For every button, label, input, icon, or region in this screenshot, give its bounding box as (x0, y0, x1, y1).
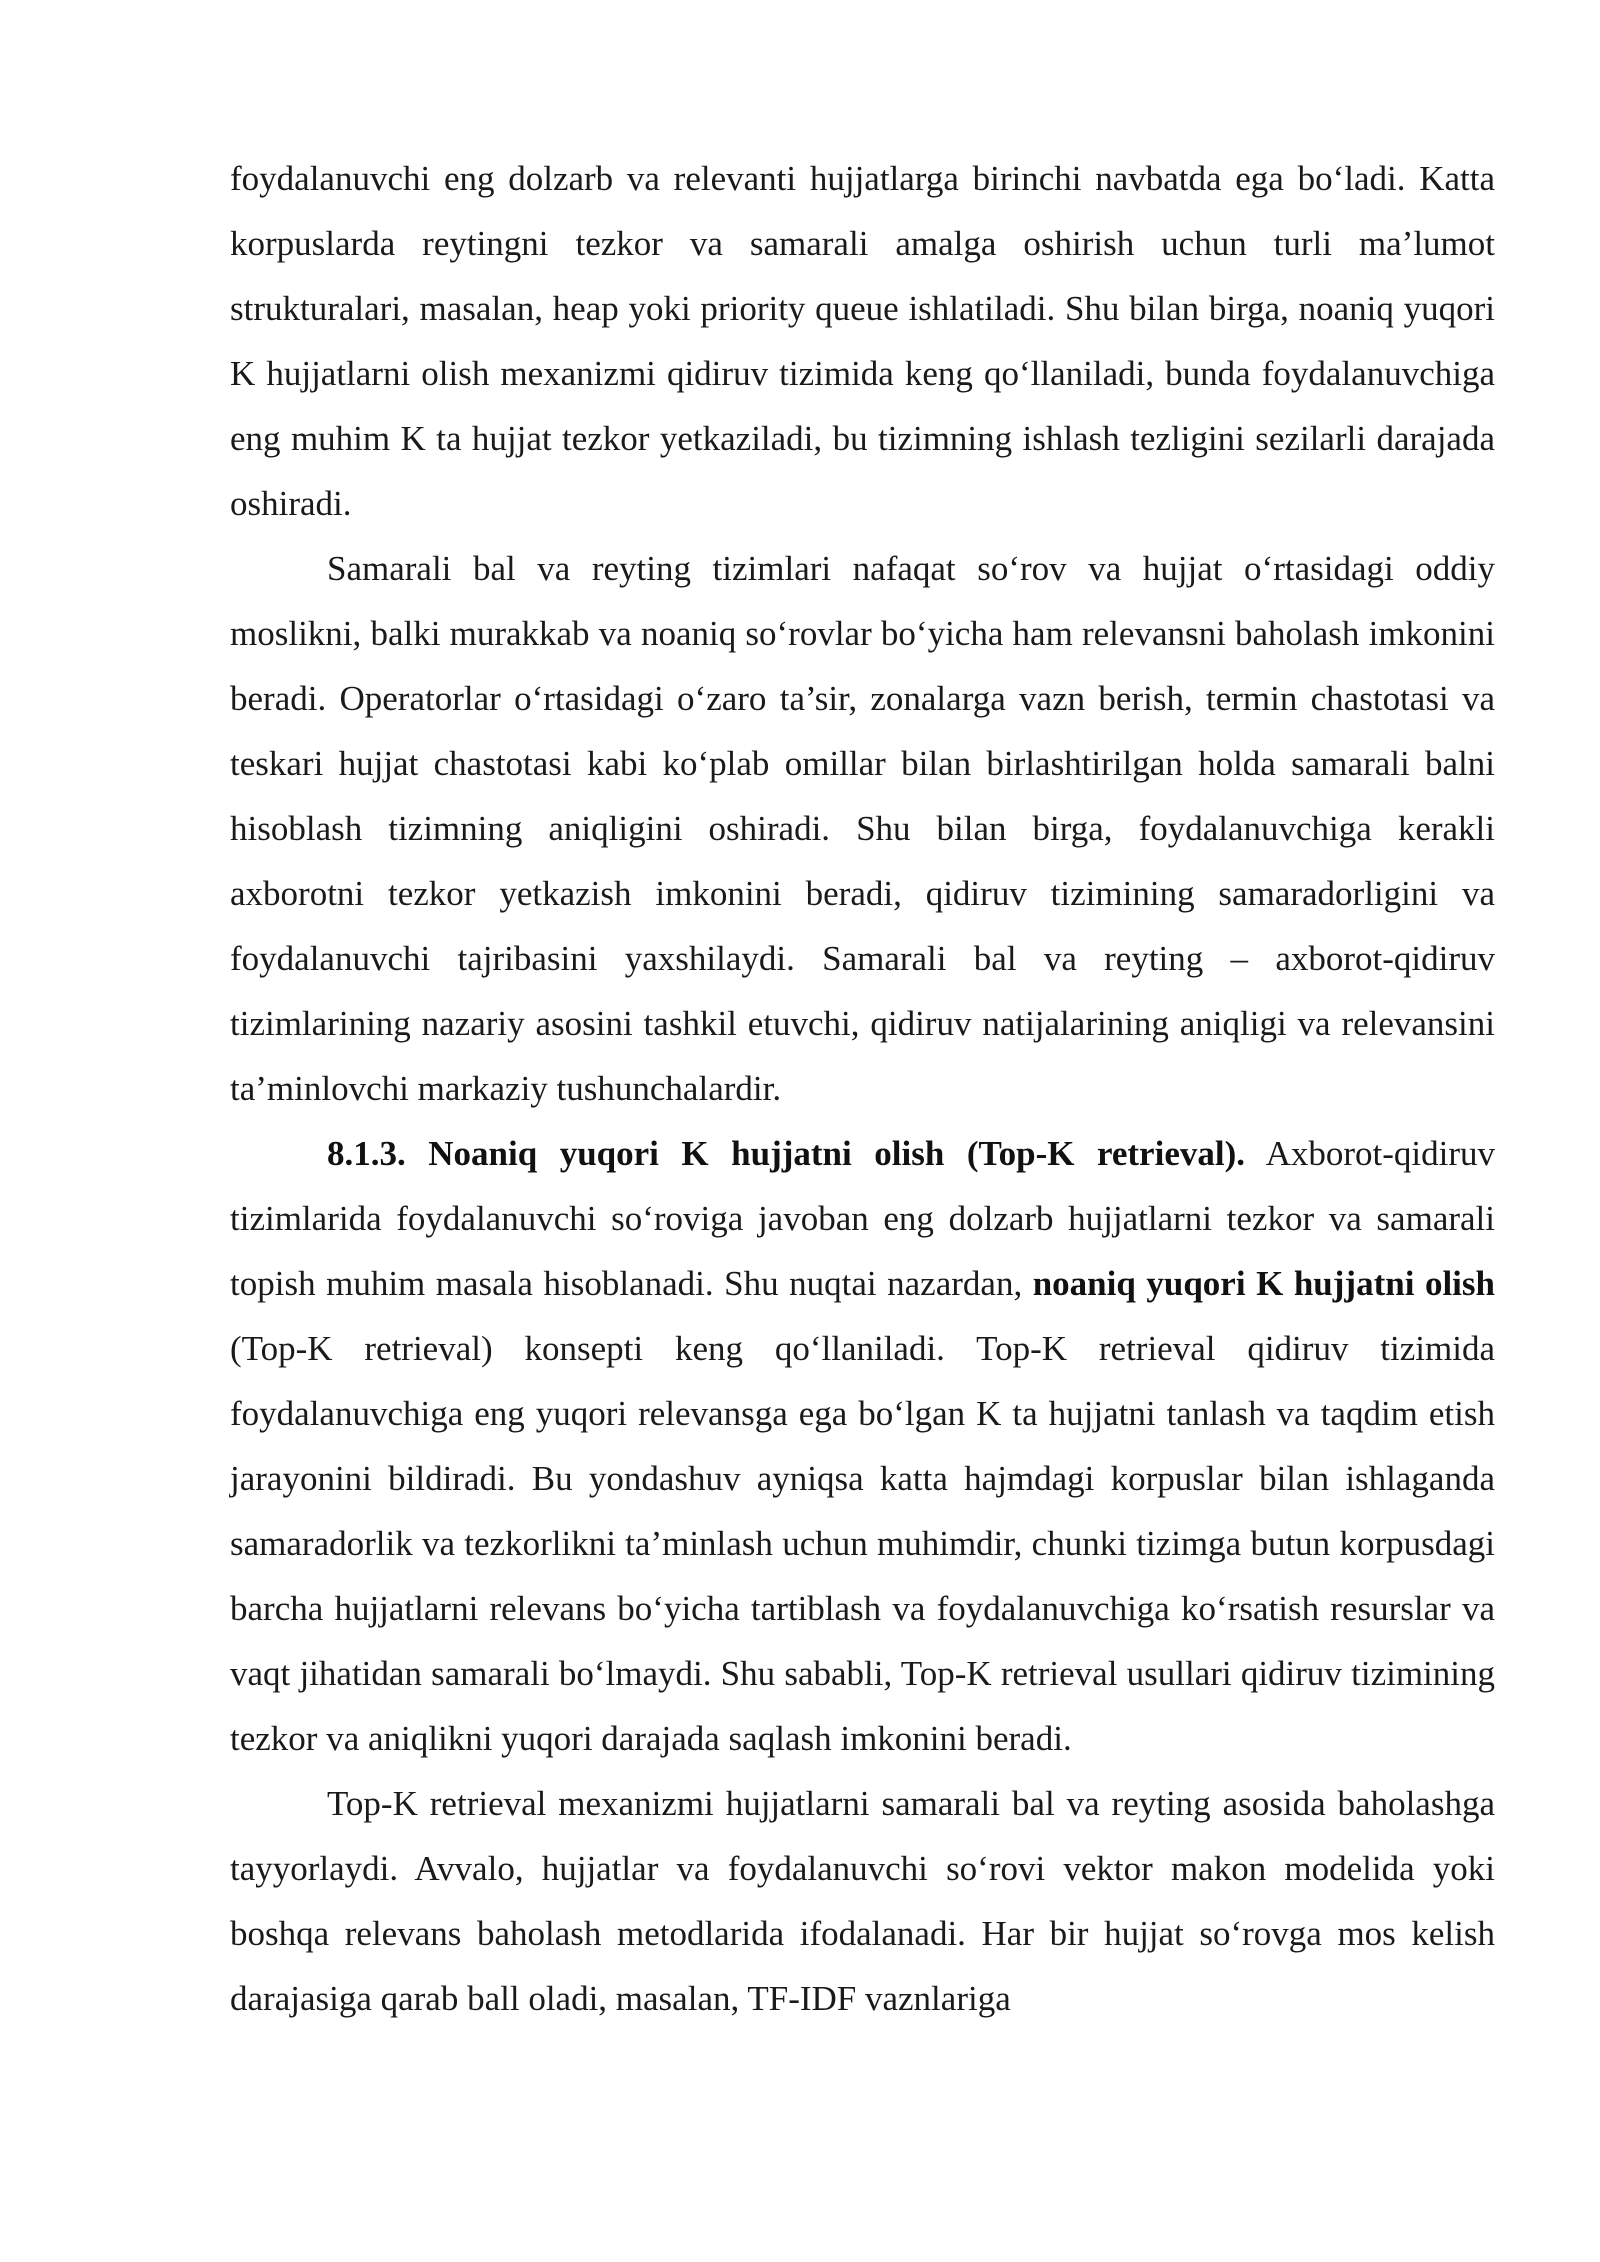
paragraph-2-text: Samarali bal va reyting tizimlari nafaqat so‘rov va hujjat o‘rtasidagi oddiy moslikni, balki murakkab va noaniq so‘rovlar bo‘yicha ham relevansni baholash imkonini beradi. Operatorlar o‘rtasidagi o‘zaro ta’sir, zonalarga vazn berish, termin chastotasi va teskari hujjat chastotasi kabi ko‘plab omillar bilan birlashtirilgan holda samarali balni hisoblash tizimning aniqligini oshiradi. Shu bilan birga, foydalanuvchiga kerakli axborotni tezkor yetkazish imkonini beradi, qidiruv tizimining samaradorligini va foydalanuvchi tajribasini yaxshilaydi. Samarali bal va reyting – axborot-qidiruv tizimlarining nazariy asosini tashkil etuvchi, qidiruv natijalarining aniqligi va relevansini ta’minlovchi markaziy tushunchalardir. (230, 549, 1495, 1108)
paragraph-1 (230, 146, 1495, 536)
paragraph-4-text: Top-K retrieval mexanizmi hujjatlarni samarali bal va reyting asosida baholashga tayyorlaydi. Avvalo, hujjatlar va foydalanuvchi so‘rovi vektor makon modelida yoki boshqa relevans baholash metodlarida ifodalanadi. Har bir hujjat so‘rovga mos kelish darajasiga qarab ball oladi, masalan, TF-IDF vaznlariga (230, 1784, 1495, 2018)
key-term: noaniq yuqori K hujjatni olish (1032, 1264, 1495, 1303)
body-text (230, 146, 1495, 2031)
paragraph-4 (230, 1771, 1495, 2031)
paragraph-3-text-b: (Top-K retrieval) konsepti keng qo‘llaniladi. Top-K retrieval qidiruv tizimida foydalanuvchiga eng yuqori relevansga ega bo‘lgan K ta hujjatni tanlash va taqdim etish jarayonini bildiradi. Bu yondashuv ayniqsa katta hajmdagi korpuslar bilan ishlaganda samaradorlik va tezkorlikni ta’minlash uchun muhimdir, chunki tizimga butun korpusdagi barcha hujjatlarni relevans bo‘yicha tartiblash va foydalanuvchiga ko‘rsatish resurslar va vaqt jihatidan samarali bo‘lmaydi. Shu sababli, Top-K retrieval usullari qidiruv tizimining tezkor va aniqlikni yuqori darajada saqlash imkonini beradi. (230, 1329, 1495, 1758)
paragraph-2 (230, 536, 1495, 1121)
paragraph-3 (230, 1121, 1495, 1771)
paragraph-3-text-a: Axborot-qidiruv tizimlarida foydalanuvchi so‘roviga javoban eng dolzarb hujjatlarni tezkor va samarali topish muhim masala hisoblanadi. Shu nuqtai nazardan, (230, 1134, 1495, 1303)
section-heading: 8.1.3. Noaniq yuqori K hujjatni olish (Top-K retrieval). (327, 1134, 1245, 1173)
paragraph-1-text: foydalanuvchi eng dolzarb va relevanti hujjatlarga birinchi navbatda ega bo‘ladi. Katta korpuslarda reytingni tezkor va samarali amalga oshirish uchun turli ma’lumot strukturalari, masalan, heap yoki priority queue ishlatiladi. Shu bilan birga, noaniq yuqori K hujjatlarni olish mexanizmi qidiruv tizimida keng qo‘llaniladi, bunda foydalanuvchiga eng muhim K ta hujjat tezkor yetkaziladi, bu tizimning ishlash tezligini sezilarli darajada oshiradi. (230, 159, 1495, 523)
